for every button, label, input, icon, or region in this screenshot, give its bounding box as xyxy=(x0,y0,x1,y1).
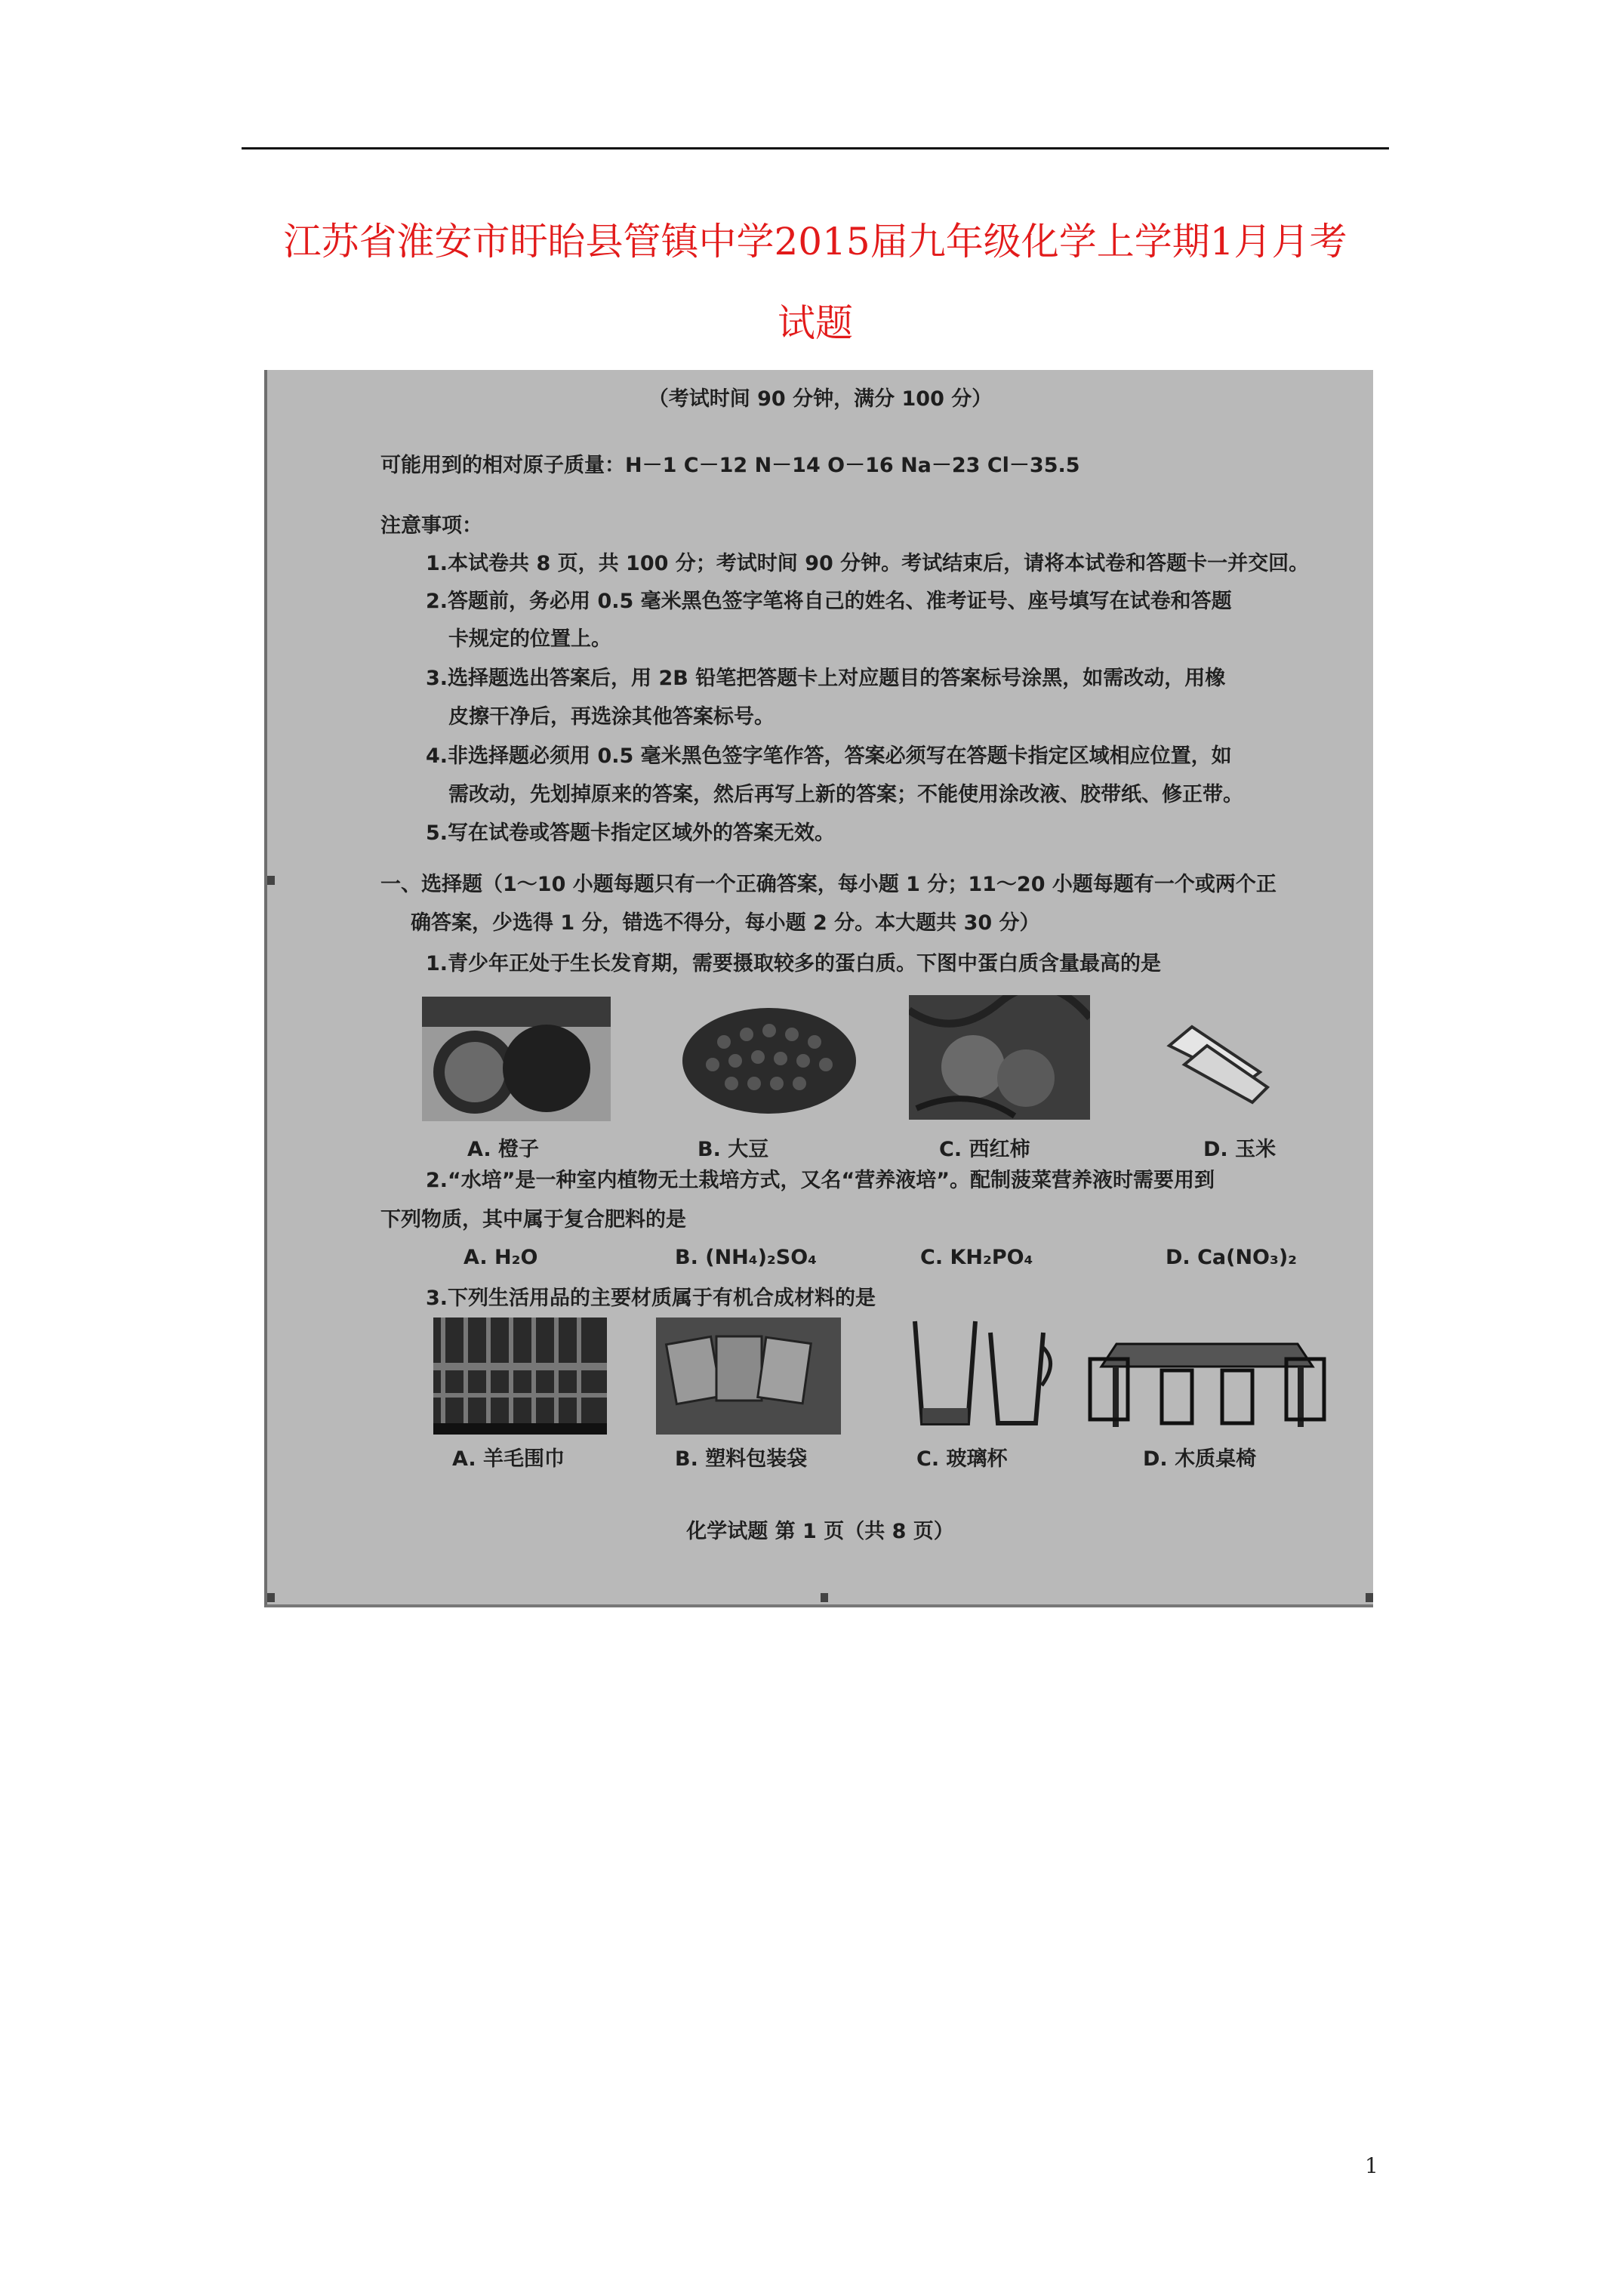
corn-icon xyxy=(1162,1012,1275,1110)
note-line-6: 4.非选择题必须用 0.5 毫米黑色签字笔作答，答案必须写在答题卡指定区域相应位置，如 xyxy=(426,744,1232,768)
tomato-image xyxy=(909,995,1090,1120)
glass-cup-image xyxy=(907,1318,1058,1431)
note-line-7: 需改动，先划掉原来的答案，然后再写上新的答案；不能使用涂改液、胶带纸、修正带。 xyxy=(448,783,1243,806)
question-3: 3.下列生活用品的主要材质属于有机合成材料的是 xyxy=(426,1287,876,1310)
q2-option-c: C. KH₂PO₄ xyxy=(920,1246,1033,1269)
question-2-line-2: 下列物质，其中属于复合肥料的是 xyxy=(380,1208,686,1231)
scan-corner-mark-right xyxy=(1366,1593,1373,1602)
orange-icon xyxy=(422,997,611,1121)
note-line-8: 5.写在试卷或答题卡指定区域外的答案无效。 xyxy=(426,821,836,845)
corn-image xyxy=(1162,1012,1275,1110)
q1-option-c: C. 西红柿 xyxy=(939,1138,1030,1161)
soybean-icon xyxy=(679,1004,860,1117)
note-line-5: 皮擦干净后，再选涂其他答案标号。 xyxy=(448,705,775,729)
q2-option-a: A. H₂O xyxy=(463,1246,538,1269)
note-line-2: 2.答题前，务必用 0.5 毫米黑色签字笔将自己的姓名、准考证号、座号填写在试卷和答题 xyxy=(426,590,1232,613)
q3-option-c: C. 玻璃杯 xyxy=(916,1447,1008,1471)
q3-option-d: D. 木质桌椅 xyxy=(1143,1447,1257,1471)
wooden-furniture-image xyxy=(1086,1314,1328,1435)
tomato-icon xyxy=(909,995,1090,1120)
document-title-line-2: 试题 xyxy=(778,301,853,345)
wool-scarf-image xyxy=(433,1318,607,1435)
soybean-image xyxy=(679,1004,860,1117)
section-1-line-2: 确答案，少选得 1 分，错选不得分，每小题 2 分。本大题共 30 分） xyxy=(411,911,1040,935)
page-number: 1 xyxy=(1365,2153,1378,2178)
plastic-bag-icon xyxy=(656,1318,841,1435)
scan-edge-mark xyxy=(267,876,275,885)
header-rule xyxy=(242,147,1389,149)
table-chairs-icon xyxy=(1086,1314,1328,1435)
q3-option-b: B. 塑料包装袋 xyxy=(675,1447,808,1471)
document-title-line-1: 江苏省淮安市盱眙县管镇中学2015届九年级化学上学期1月月考 xyxy=(283,220,1347,264)
note-line-3: 卡规定的位置上。 xyxy=(448,627,611,651)
atomic-mass-line: 可能用到的相对原子质量：H－1 C－12 N－14 O－16 Na－23 Cl－35.5 xyxy=(380,454,1080,477)
q3-option-a: A. 羊毛围巾 xyxy=(452,1447,565,1471)
q1-option-a: A. 橙子 xyxy=(467,1138,540,1161)
glass-cup-icon xyxy=(907,1318,1058,1431)
scan-corner-mark-left xyxy=(267,1593,275,1602)
q1-option-d: D. 玉米 xyxy=(1203,1138,1277,1161)
question-1: 1.青少年正处于生长发育期，需要摄取较多的蛋白质。下图中蛋白质含量最高的是 xyxy=(426,952,1162,975)
scanned-exam-page xyxy=(264,370,1373,1607)
scan-corner-mark-mid xyxy=(821,1593,828,1602)
note-line-1: 1.本试卷共 8 页，共 100 分；考试时间 90 分钟。考试结束后，请将本试卷和答题卡一并交回。 xyxy=(426,552,1310,575)
scarf-icon xyxy=(433,1318,607,1435)
q2-option-b: B. (NH₄)₂SO₄ xyxy=(675,1246,817,1269)
q1-option-b: B. 大豆 xyxy=(698,1138,769,1161)
question-2-line-1: 2.“水培”是一种室内植物无土栽培方式，又名“营养液培”。配制菠菜营养液时需要用到 xyxy=(426,1169,1215,1192)
plastic-bag-image xyxy=(656,1318,841,1435)
notes-heading: 注意事项： xyxy=(380,514,482,538)
q2-option-d: D. Ca(NO₃)₂ xyxy=(1166,1246,1297,1269)
section-1-line-1: 一、选择题（1～10 小题每题只有一个正确答案，每小题 1 分；11～20 小题每题有一个或两个正 xyxy=(380,873,1277,896)
note-line-4: 3.选择题选出答案后，用 2B 铅笔把答题卡上对应题目的答案标号涂黑，如需改动，用橡 xyxy=(426,667,1226,690)
exam-info: （考试时间 90 分钟，满分 100 分） xyxy=(648,387,993,411)
scan-footer: 化学试题 第 1 页（共 8 页） xyxy=(686,1520,954,1543)
orange-image xyxy=(422,997,611,1121)
